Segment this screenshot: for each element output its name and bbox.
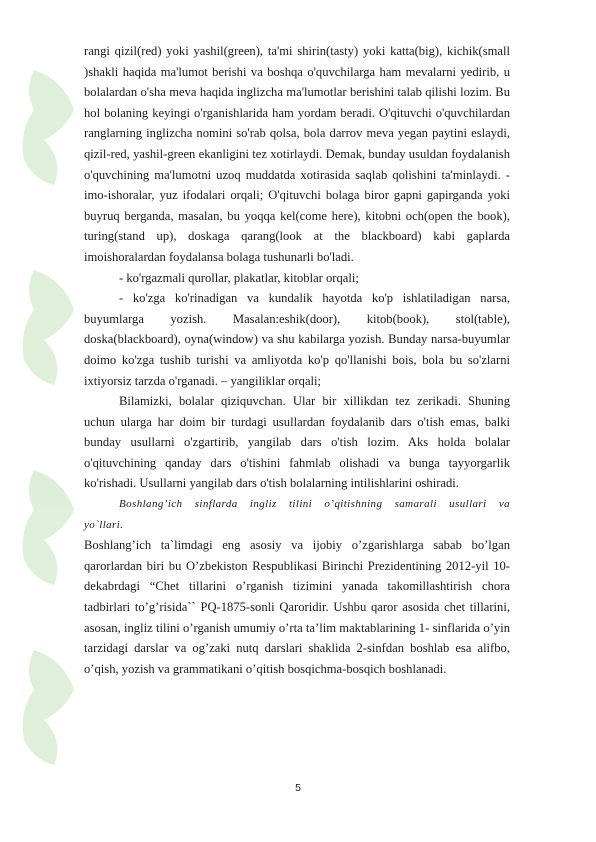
body-text bbox=[84, 41, 510, 679]
paragraph-1: rangi qizil(red) yoki yashil(green), ta'mi shirin(tasty) yoki katta(big), kichik(small )shakli haqida ma'lumot berishi va boshqa o'quvchilarga ham mevalarni yedirib, u bolalardan o'sha meva haqida inglizcha ma'lumotlar berishini talab qilishi lozim. Bu hol bolaning keyingi o'rganishlarida ham yordam beradi. O'qituvchi o'quvchilardan ranglarning inglizcha nomini so'rab qolsa, bola darrov meva yegan paytini eslaydi, qizil-red, yashil-green ekanligini tez xotirlaydi. Demak, bunday usuldan foydalanish o'quvchining ma'lumotni uzoq muddatda xotirasida saqlab qolishini ta'minlaydi. - imo-ishoralar, yuz ifodalari orqali; O'qituvchi bolaga biror gapni gapirganda yoki buyruq berganda, masalan, bu yoqqa kel(come here), kitobni och(open the book), turing(stand up), doskaga qarang(look at the blackboard) kabi gaplarda imoishoralardan foydalansa bolaga tushunarli bo'ladi. bbox=[84, 44, 510, 264]
page-number: 5 bbox=[295, 782, 301, 794]
section-heading: Boshlang’ich sinflarda ingliz tilini o’qitishning samarali usullari va yo`llari. bbox=[84, 498, 510, 531]
paragraph-6: Boshlang’ich ta`limdagi eng asosiy va ijobiy o’zgarishlarga sabab bo’lgan qarorlardan biri bu O’zbekiston Respublikasi Birinchi Prezidentining 2012-yil 10-dekabrdagi “Chet tillarini o’rganish tizimini yanada takomillashtirish chora tadbirlari to’g’risida`` PQ-1875-sonli Qaroridir. Ushbu qaror asosida chet tillarini, asosan, ingliz tilini o’rganish umumiy o’rta ta’lim maktablarining 1- sinflarida o’yin tarzidagi darslar va og’zaki nutq darslari shaklida 2-sinfdan boshlab esa alifbo, o’qish, yozish va grammatikani o’qitish bosqichma-bosqich boshlanadi. bbox=[84, 538, 510, 676]
paragraph-2: - ko'rgazmali qurollar, plakatlar, kitoblar orqali; bbox=[119, 270, 359, 285]
paragraph-3: - ko'zga ko'rinadigan va kundalik hayotda ko'p ishlatiladigan narsa, buyumlarga yozish. Masalan:eshik(door), kitob(book), stol(table), doska(blackboard), oyna(window) va shu kabilarga yozish. Bunday narsa-buyumlar doimo ko'zga tushib turishi va amliyotda ko'p qo'llanishi bois, bola bu so'zlarni ixtiyorsiz tarzda o'rganadi. – yangiliklar orqali; bbox=[84, 291, 510, 388]
paragraph-4: Bilamizki, bolalar qiziquvchan. Ular bir xillikdan tez zerikadi. Shuning uchun ularga har doim bir turdagi usullardan foydalanib dars o'tish emas, balki bunday usullarni o'zgartirib, yangilab dars o'tish lozim. Aks holda bolalar o'qituvchining qanday dars o'tishini fahmlab olishadi va bunga tayyorgarlik ko'rishadi. Usullarni yangilab dars o'tish bolalarning intilishlarini oshiradi. bbox=[84, 394, 510, 491]
